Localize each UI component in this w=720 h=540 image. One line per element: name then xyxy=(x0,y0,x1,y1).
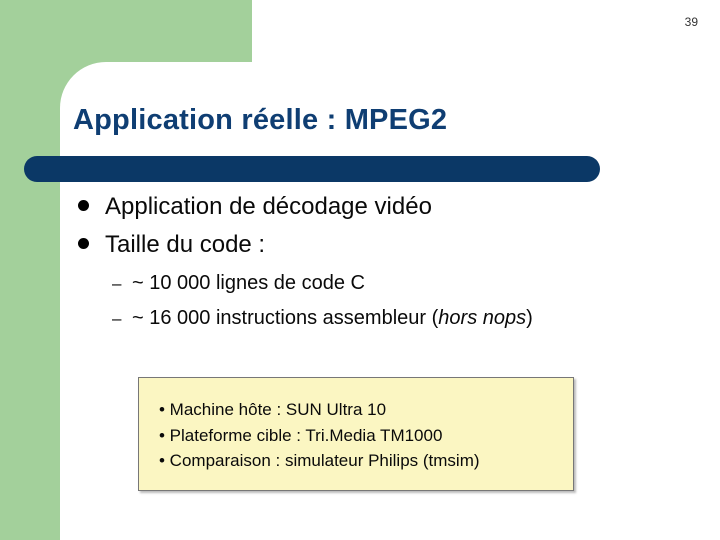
title-underline-bar xyxy=(24,156,600,182)
bullet-dot-icon xyxy=(78,238,89,249)
bullet-text: Taille du code : xyxy=(105,231,266,258)
sub-bullet-asm-instructions xyxy=(112,307,533,330)
dash-icon: – xyxy=(112,309,122,328)
sub-bullet-c-lines xyxy=(112,272,365,295)
slide-title: Application réelle : MPEG2 xyxy=(73,104,448,136)
note-box xyxy=(138,377,574,491)
note-line-comparison: • Comparaison : simulateur Philips (tmsim) xyxy=(159,451,480,470)
page-number: 39 xyxy=(684,15,698,29)
bullet-text: Application de décodage vidéo xyxy=(105,193,432,220)
dash-icon: – xyxy=(112,274,122,293)
bullet-dot-icon xyxy=(78,200,89,211)
sub-bullet-text-italic: hors nops xyxy=(438,307,527,329)
note-line-target-platform: • Plateforme cible : Tri.Media TM1000 xyxy=(159,426,443,445)
sub-bullet-text-prefix: ~ 16 000 instructions assembleur ( xyxy=(132,307,439,329)
bullet-item-decoding xyxy=(78,193,432,221)
green-left-band xyxy=(0,0,60,540)
note-line-host-machine: • Machine hôte : SUN Ultra 10 xyxy=(159,400,387,419)
bullet-item-code-size xyxy=(78,231,265,259)
sub-bullet-text: ~ 10 000 lignes de code C xyxy=(132,272,365,294)
sub-bullet-text-suffix: ) xyxy=(526,307,533,329)
